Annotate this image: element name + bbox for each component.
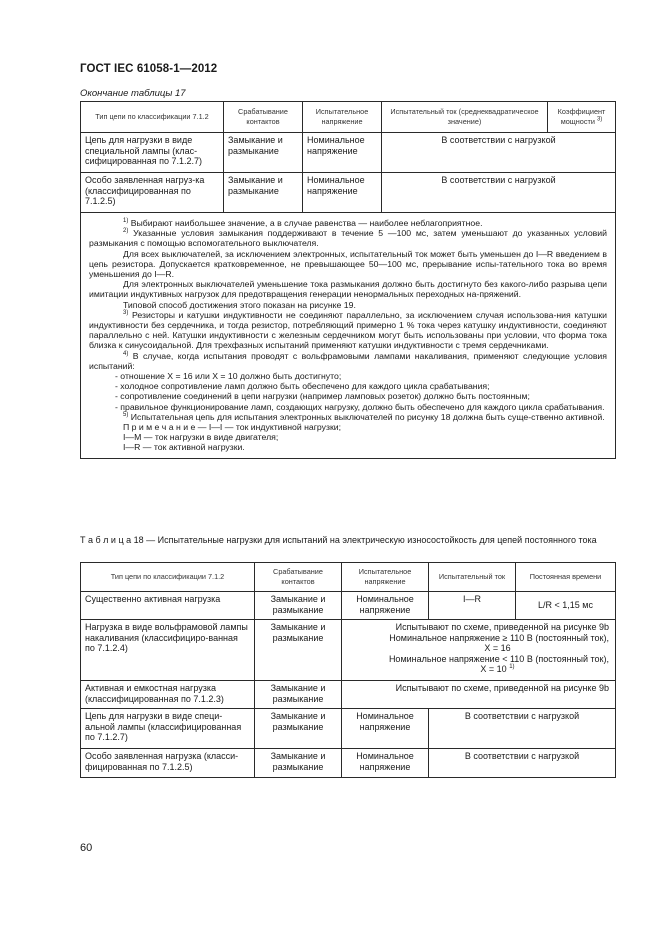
table17-header-row [81,102,616,133]
footnote-4-marker: 4) [123,350,129,357]
t18-merged-line-5-sup: 1) [509,664,515,671]
footnote-2-para-c: Для электронных выключателей уменьшение тока размыкания должно быть достигнуто без какого-либо разрыва цепи имитации индуктивных нагрузок для предотвращения генерации ненормальных переходных на-пряжений. [89,279,607,300]
remark-line-1: I—I — ток индуктивной нагрузки; [208,422,342,433]
t18-col-current: Испытательный ток [429,563,516,592]
t18-merged-line-3: X = 16 [484,643,511,654]
t17-cell-circuit: Цепь для нагрузки в виде специальной лампы (клас-сифицированная по 7.1.2.7) [81,133,224,173]
t18-cell-current: В соответствии с нагрузкой [429,709,616,749]
remark [89,422,607,432]
t18-cell-voltage: Номинальное напряжение [342,709,429,749]
t18-cell-time-constant: L/R < 1,15 мс [516,592,616,620]
table17 [80,101,616,459]
t18-cell-current: I—R [429,592,516,620]
footnote-2-para-d: Типовой способ достижения этого показан на рисунке 19. [123,299,356,310]
footnote-4-item-1: - отношение X = 16 или X = 10 должно быть достигнуто; [115,371,342,382]
t17-col-contacts: Срабатывание контактов [224,102,303,133]
t17-col-voltage: Испытательное напряжение [303,102,382,133]
t17-col-power-factor-sup: 3) [596,116,603,123]
remark-label: П р и м е ч а н и е — [123,422,207,433]
table-row [81,681,616,709]
page-number: 60 [80,842,93,854]
footnote-3 [89,310,607,351]
t17-col-power-factor-label: Коэффициент мощности [557,107,606,126]
t18-col-time-constant: Постоянная времени [516,563,616,592]
footnote-1-text: Выбирают наибольшее значение, а в случае равенства — наиболее неблагоприятное. [130,218,483,228]
t18-cell-contacts: Замыкание и размыкание [255,592,342,620]
footnote-4-item-3: - сопротивление соединений в цепи нагрузки (например ламповых розеток) должно быть постоянным; [115,391,530,402]
t18-cell-circuit: Цепь для нагрузки в виде специ-альной лампы (классифицированная по 7.1.2.7) [81,709,255,749]
t18-col-contacts: Срабатывание контактов [255,563,342,592]
t18-cell-contacts: Замыкание и размыкание [255,620,342,681]
table-row [81,173,616,213]
footnote-2 [89,228,607,248]
t17-cell-contacts: Замыкание и размыкание [224,133,303,173]
footnote-5-text: Испытательная цепь для испытания электронных выключателей по рисунку 18 должна быть суще-ственно активной. [130,411,605,422]
t18-cell-current: В соответствии с нагрузкой [429,749,616,778]
t18-cell-contacts: Замыкание и размыкание [255,749,342,778]
t17-col-current: Испытательный ток (среднеквадратическое значение) [382,102,548,133]
t18-cell-circuit: Особо заявленная нагрузка (класси-фицированная по 7.1.2.5) [81,749,255,778]
table17-notes-row [81,213,616,459]
t18-col-circuit-type: Тип цепи по классификации 7.1.2 [81,563,255,592]
t18-cell-voltage: Номинальное напряжение [342,749,429,778]
t18-merged-line-5 [346,664,609,675]
t17-cell-contacts: Замыкание и размыкание [224,173,303,213]
t18-cell-merged-test-conditions: Испытывают по схеме, приведенной на рисунке 9b [342,681,616,709]
t18-cell-voltage: Номинальное напряжение [342,592,429,620]
t17-cell-current: В соответствии с нагрузкой [382,133,616,173]
t18-merged-line-1: Испытывают по схеме, приведенной на рисунке 9b [395,622,609,632]
remark-line-2: I—M — ток нагрузки в виде двигателя; [123,432,279,443]
footnote-5-marker: 5) [123,411,129,418]
document-header: ГОСТ IEC 61058-1—2012 [80,63,218,75]
table-row [81,592,616,620]
table-row [81,133,616,173]
t17-col-power-factor [548,102,616,133]
table17-caption: Окончание таблицы 17 [80,88,186,99]
table18 [80,562,616,778]
footnote-2-text: Указанные условия замыкания поддерживают в течение 5 —100 мс, затем уменьшают до указанных условий размыкания с помощью вспомогательного выключателя. [89,228,607,249]
t18-cell-contacts: Замыкание и размыкание [255,709,342,749]
t17-cell-voltage: Номинальное напряжение [303,133,382,173]
table-row [81,620,616,681]
footnote-3-text: Резисторы и катушки индуктивности не соединяют параллельно, за исключением случая использова-ния катушки индуктивности без сердечника, и тогда резистор, потребляющий примерно 1 % тока через катушку индуктивности, соединяют параллельно с ней. Катушки индуктивности с железным сердечником могут быть использованы при условии, что форма тока близка к синусоидальной. Для трехфазных испытаний применяют катушки индуктивности с тремя сердечниками. [89,309,607,351]
footnote-5 [89,412,607,422]
footnote-3-marker: 3) [123,309,129,316]
table-row [81,709,616,749]
footnote-2-marker: 2) [123,228,129,235]
footnote-1-marker: 1) [123,218,129,225]
t17-cell-circuit: Особо заявленная нагруз-ка (классифицированная по 7.1.2.5) [81,173,224,213]
t17-cell-voltage: Номинальное напряжение [303,173,382,213]
remark-line-3: I—R — ток активной нагрузки. [123,442,245,453]
t17-cell-current: В соответствии с нагрузкой [382,173,616,213]
t18-merged-line-5-text: X = 10 [480,664,507,675]
t18-merged-line-4: Номинальное напряжение < 110 В (постоянный ток), [388,653,609,664]
table17-notes [81,213,616,459]
t18-cell-merged-test-conditions [342,620,616,681]
footnote-4-text: В случае, когда испытания проводят с вольфрамовыми лампами накаливания, применяют следующие условия испытаний: [89,350,607,371]
table18-caption: Т а б л и ц а 18 — Испытательные нагрузки для испытаний на электрическую износостойкость для цепей постоянного тока [80,535,597,545]
footnote-4 [89,351,607,371]
footnote-4-item-4: - правильное функционирование ламп, создающих нагрузку, должно быть обеспечено для каждого цикла срабатывания. [115,401,605,412]
footnote-2-para-b: Для всех выключателей, за исключением электронных, испытательный ток может быть уменьшен до I—R введением в цепь резистора. Допускается кратковременное, не превышающее 50—100 мс, прерывание испы-тательного тока во время уменьшения до I—R. [89,248,607,280]
t18-merged-line-2: Номинальное напряжение ≥ 110 В (постоянный ток), [389,632,609,643]
footnote-4-item-2: - холодное сопротивление ламп должно быть обеспечено для каждого цикла срабатывания; [115,381,490,392]
table-row [81,749,616,778]
t18-col-voltage: Испытательное напряжение [342,563,429,592]
table18-header-row [81,563,616,592]
footnote-1 [89,218,607,228]
t18-cell-circuit: Нагрузка в виде вольфрамовой лампы накаливания (классифициро-ванная по 7.1.2.4) [81,620,255,681]
t17-col-circuit-type: Тип цепи по классификации 7.1.2 [81,102,224,133]
t18-cell-circuit: Активная и емкостная нагрузка (классифицированная по 7.1.2.3) [81,681,255,709]
t18-cell-contacts: Замыкание и размыкание [255,681,342,709]
t18-cell-circuit: Существенно активная нагрузка [81,592,255,620]
